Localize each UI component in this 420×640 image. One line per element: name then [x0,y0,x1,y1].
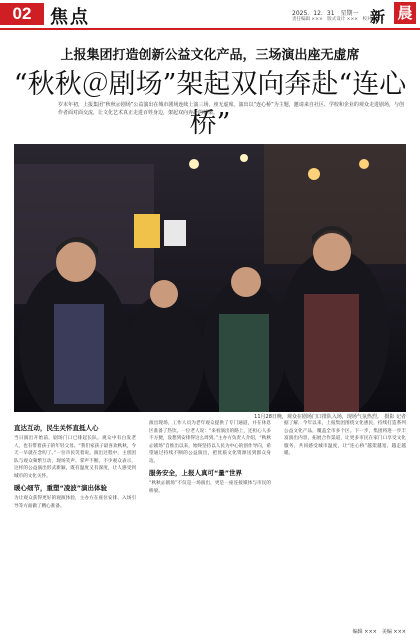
article-lead: 岁末年初，上报集团“秋秋＠剧场”公益演出在城市剧场连续上演三场，座无虚席。演出以“连心桥”为主题，邀请来自社区、学校和企业的观众走进剧场，与创作者面对面交流，让文化艺术真正走进百姓身边，架起双向奔赴的桥梁。 [58,102,404,116]
logo-right: 晨 [394,2,416,24]
issue-date: 2025．12．31 星期一 [292,10,359,17]
newspaper-logo [370,2,416,28]
logo-left: 新 [370,8,386,26]
article-photo [14,144,406,412]
column-1 [14,420,136,511]
column-2-body: 演出现场，工作人员为老年观众提供了专门通道，并在休息区准备了热饮。一位老人说：“来看演出的路上，还担心人多不方便，没想到安排得这么周到。”主办方负责人介绍，“秋秋＠剧场”自推出以来，始终坚持以人民为中心的创作导向，希望通过持续不断的公益演出，把优质文化资源送到群众身边。 [149,421,271,464]
column-3-body: 据了解，今年以来，上报集团围绕文化惠民，持续打造系列公益文化产品，覆盖全市多个区。下一步，集团将进一步丰富演出内容，拓展合作渠道，让更多市民在家门口享受文化服务，共同感受城市温度，让“连心桥”越架越宽、越走越暖。 [284,421,406,457]
page-header [0,0,420,34]
photo-caption: 11月28日晚，观众在剧场门口排队入场，现场气氛热烈。 摄影 记者 [254,414,406,420]
column-1-body-2: 为让观众获得更好的观演体验，主办方在座位安排、入场引导等方面做了精心准备。 [14,496,136,510]
column-1-body: 当日演出开始前，剧场门口已排起长队。观众中有白发老人，也有带着孩子的年轻父母。“我们家孩子最喜欢秋秋，今天一早就在念叨了。”一位市民笑着说。演出过程中，主创团队与观众频繁互动，现场笑声、掌声不断。不少观众表示，这样的公益演出形式新颖，既有温度又有深度，让人感受到城市的文化关怀。 [14,436,136,479]
article-subtitle: 上报集团打造创新公益文化产品，三场演出座无虚席 [60,48,360,63]
column-2-heading-2: 服务安全，上报人真可“量”世界 [149,469,243,478]
column-2 [149,420,271,496]
column-3 [284,420,406,458]
column-1-heading: 直达互动，民生关怀直抵人心 [14,424,99,432]
column-2-body-2: “秋秋＠剧场”不仅是一场演出，更是一座连接媒体与市民的桥梁。 [149,481,271,495]
page-footer: 编辑 ××× 美编 ××× [352,629,406,635]
article-title: “秋秋＠剧场”架起双向奔赴“连心桥” [13,69,407,139]
editor-line: 责任编辑 ××× 版式设计 ××× 校对 ××× [292,17,385,22]
crowd-photo-illustration [14,144,406,412]
column-1-heading-2: 暖心细节，重塑“凌波”演出体验 [14,484,108,493]
header-divider [0,28,420,30]
page-number: 02 [0,3,44,25]
section-title: 焦点 [50,7,90,28]
